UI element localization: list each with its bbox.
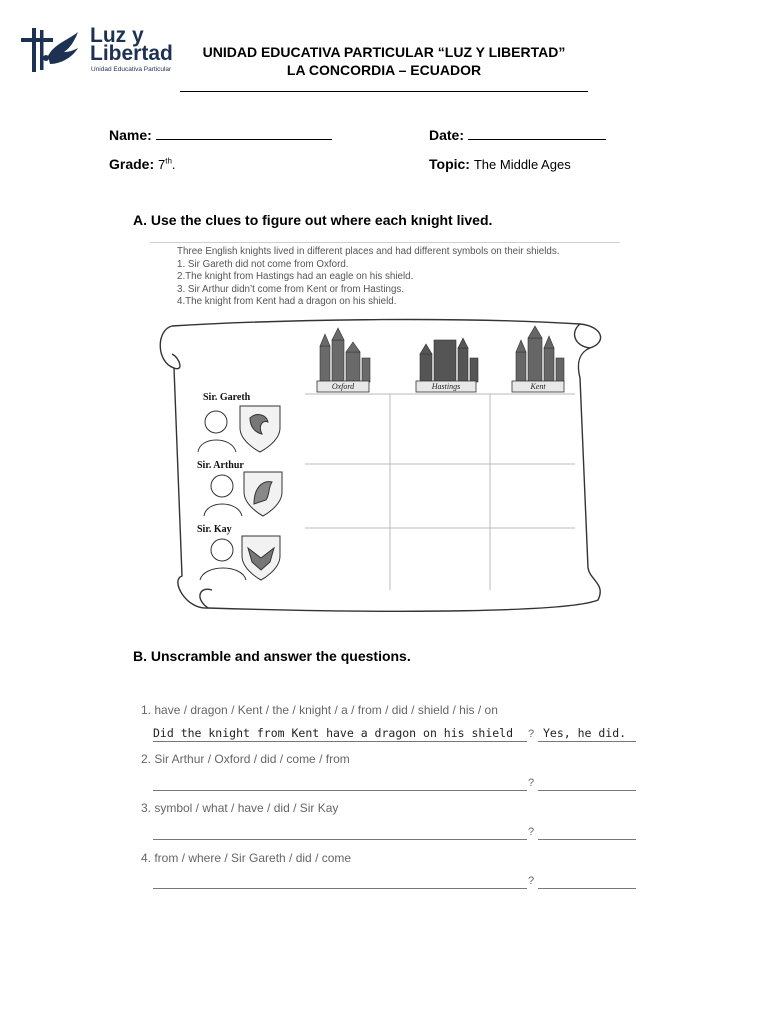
topic-label: Topic: (429, 156, 470, 172)
answer-line[interactable] (153, 790, 527, 791)
dragon-shield-icon (240, 406, 280, 452)
knight-name: Sir. Gareth (203, 392, 251, 403)
town-banner-hastings (416, 381, 476, 392)
logo-name-line2: Libertad (90, 42, 173, 65)
short-answer-line[interactable] (538, 888, 636, 889)
section-b-heading: B. Unscramble and answer the questions. (133, 648, 411, 664)
clue-box-border (150, 242, 620, 243)
grade-field (109, 156, 176, 172)
question-prompt: 3. symbol / what / have / did / Sir Kay (141, 801, 339, 815)
header-divider (180, 91, 588, 92)
logo-tagline: Unidad Educativa Particular (91, 66, 172, 73)
grade-ordinal: th (165, 156, 172, 166)
short-answer-line[interactable] (538, 741, 636, 742)
horse-shield-icon (244, 472, 282, 516)
clue-intro: Three English knights lived in different places and had different symbols on their shields. (177, 246, 560, 257)
town-banner-kent (512, 381, 564, 392)
question-prompt: 4. from / where / Sir Gareth / did / come (141, 851, 352, 865)
town-banner-oxford (317, 381, 369, 392)
answer-line[interactable] (153, 888, 527, 889)
clue-item: 2.The knight from Hastings had an eagle on his shield. (177, 271, 414, 282)
short-answer-line[interactable] (538, 790, 636, 791)
short-answer-text: Yes, he did. (543, 726, 627, 740)
knight-name: Sir. Kay (197, 524, 232, 535)
logic-puzzle-scroll (150, 318, 620, 620)
question-prompt: 1. have / dragon / Kent / the / knight / a / from / did / shield / his / on (141, 703, 498, 717)
section-a-heading: A. Use the clues to figure out where each knight lived. (133, 212, 493, 228)
knight-portrait-icon (200, 539, 246, 580)
date-label: Date: (429, 127, 465, 143)
date-blank[interactable] (468, 126, 606, 140)
school-city: LA CONCORDIA – ECUADOR (286, 62, 482, 78)
grade-label: Grade: (109, 156, 155, 172)
town-label: Oxford (331, 382, 355, 391)
knight-portrait-icon (204, 475, 242, 516)
clue-item: 1. Sir Gareth did not come from Oxford. (177, 259, 349, 270)
clue-item: 3. Sir Arthur didn’t come from Kent or from Hastings. (177, 284, 405, 295)
name-field[interactable] (109, 126, 332, 143)
question-mark: ? (528, 728, 535, 740)
question-mark: ? (528, 875, 535, 887)
name-blank[interactable] (156, 126, 332, 140)
knight-portrait-icon (198, 411, 236, 452)
name-label: Name: (109, 127, 152, 143)
question-mark: ? (528, 826, 535, 838)
town-label: Kent (530, 382, 546, 391)
castle-icon (420, 338, 478, 382)
question-mark: ? (528, 777, 535, 789)
eagle-shield-icon (242, 536, 280, 580)
topic-value: The Middle Ages (473, 157, 571, 172)
school-name: UNIDAD EDUCATIVA PARTICULAR “LUZ Y LIBERTAD” (202, 44, 566, 60)
logo-name-line1: Luz y (90, 24, 144, 47)
grade-value: 7 (158, 157, 166, 172)
castle-icon (516, 326, 564, 382)
answer-line[interactable] (153, 741, 527, 742)
castle-icon (320, 328, 370, 382)
question-prompt: 2. Sir Arthur / Oxford / did / come / from (141, 752, 350, 766)
clue-item: 4.The knight from Kent had a dragon on his shield. (177, 296, 397, 307)
school-logo (18, 24, 188, 76)
topic-field (429, 156, 571, 172)
knight-name: Sir. Arthur (197, 460, 244, 471)
cross-dove-icon (18, 26, 84, 74)
answer-text: Did the knight from Kent have a dragon on his shield (153, 726, 514, 740)
answer-line[interactable] (153, 839, 527, 840)
grade-suffix: . (171, 157, 176, 172)
short-answer-line[interactable] (538, 839, 636, 840)
town-label: Hastings (431, 382, 461, 391)
date-field[interactable] (429, 126, 606, 143)
puzzle-grid (305, 394, 575, 590)
